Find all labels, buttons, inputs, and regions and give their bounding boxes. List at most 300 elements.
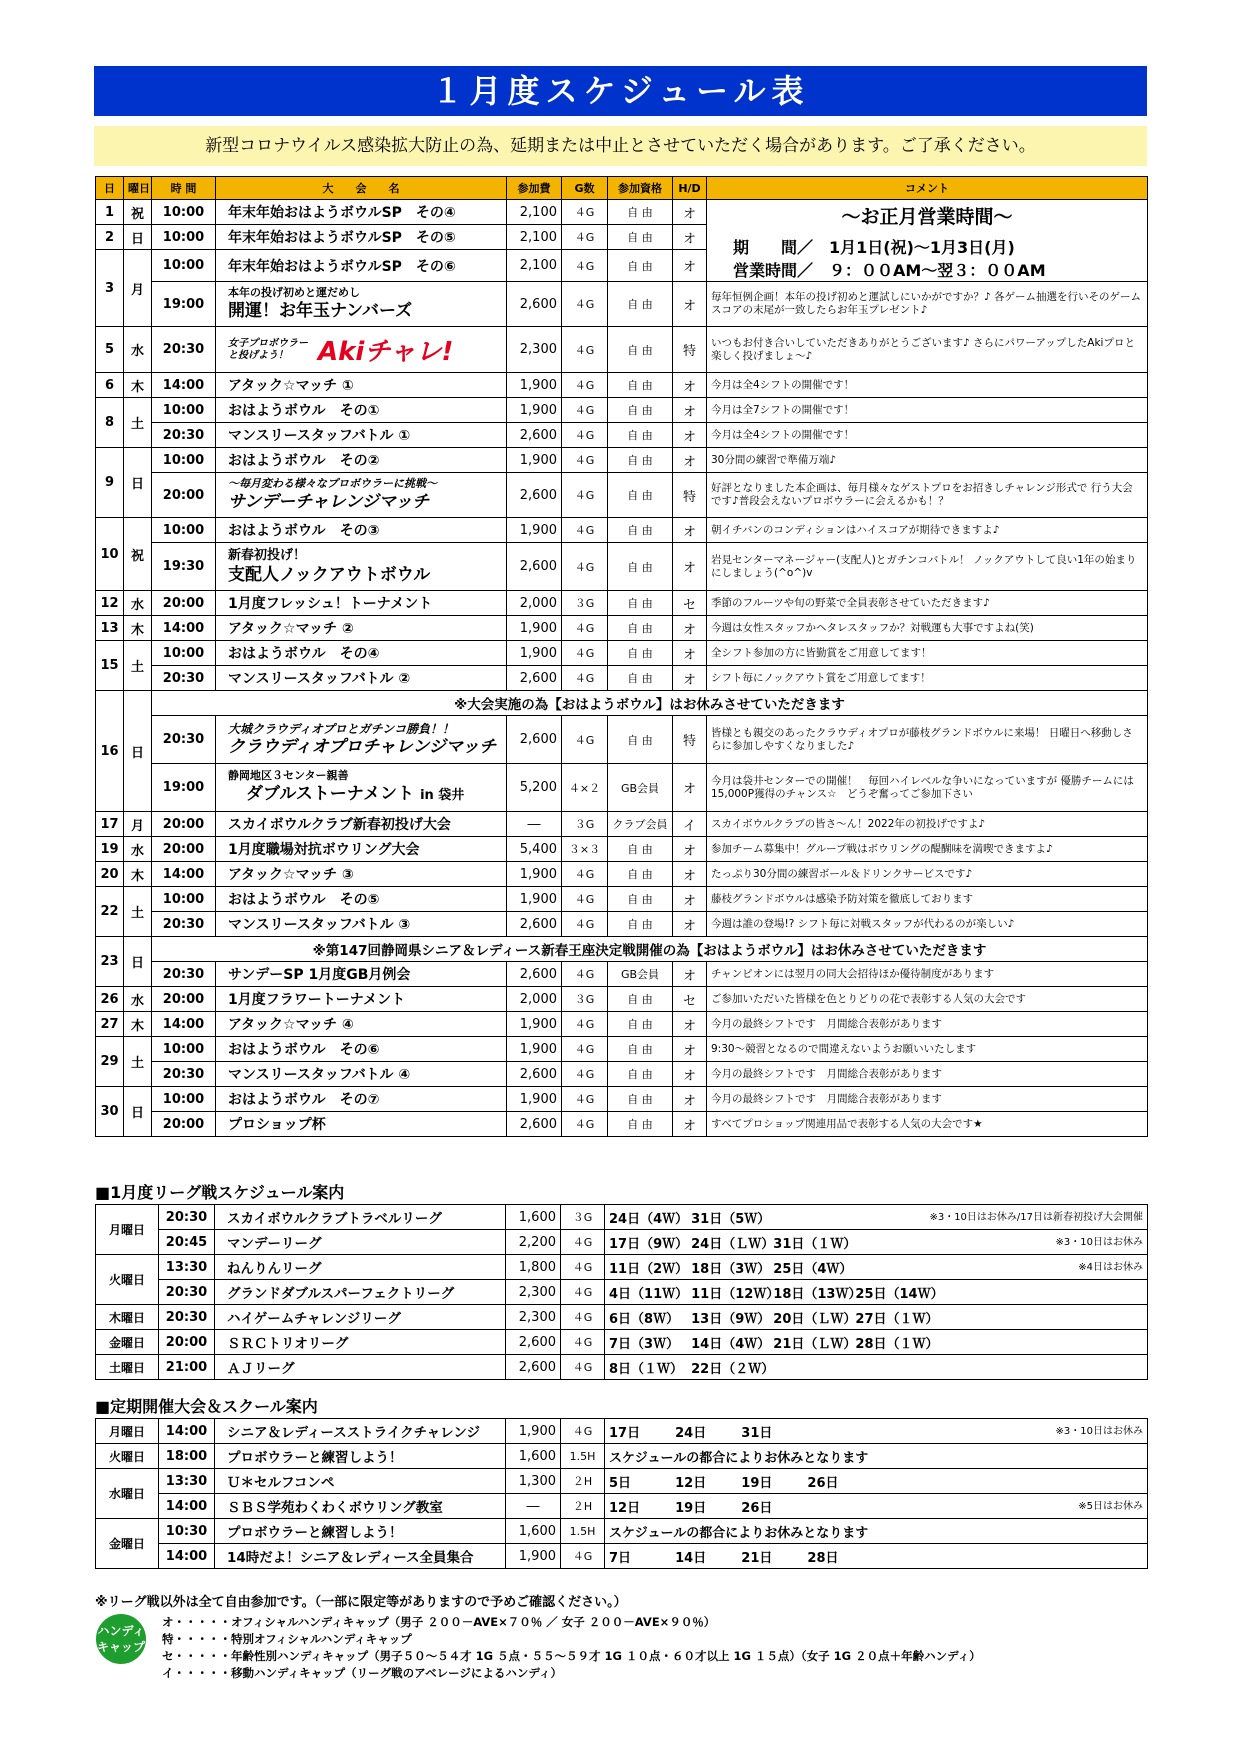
- weekday-cell: 月曜日: [96, 1205, 159, 1255]
- qualification-cell: 自 由: [608, 398, 673, 423]
- games-cell: ４G: [562, 641, 608, 666]
- event-venue: in 袋井: [420, 787, 465, 803]
- comment-cell: 今月の最終シフトです 月間総合表彰があります: [707, 1087, 1148, 1112]
- school-name: Ｕ＊セルフコンペ: [215, 1469, 506, 1494]
- weekday-cell: 祝: [124, 200, 152, 225]
- table-row: [96, 691, 1148, 716]
- games-cell: ４G: [562, 282, 608, 327]
- time-cell: 14:00: [152, 616, 216, 641]
- weekday-cell: 木: [124, 862, 152, 887]
- weekday-cell: 水: [124, 591, 152, 616]
- time-cell: 10:00: [152, 1037, 216, 1062]
- time-cell: 20:30: [159, 1205, 215, 1230]
- fee-cell: 2,600: [507, 666, 562, 691]
- fee-cell: 2,600: [507, 543, 562, 591]
- handicap-cell: オ: [673, 1012, 707, 1037]
- day-cell: 17: [96, 812, 124, 837]
- games-cell: ４G: [562, 518, 608, 543]
- school-section-title: ■定期開催大会＆スクール案内: [95, 1397, 318, 1416]
- table-row: [96, 862, 1148, 887]
- qualification-cell: GB会員: [608, 764, 673, 812]
- table-row: [96, 1519, 1148, 1544]
- event-name: スカイボウルクラブ新春初投げ大会: [216, 812, 507, 837]
- handicap-cell: 特: [673, 327, 707, 373]
- time-cell: 10:00: [152, 641, 216, 666]
- table-row: [96, 423, 1148, 448]
- notice-banner: 新型コロナウイルス感染拡大防止の為、延期または中止とさせていただく場合があります。ご了承ください。: [94, 126, 1147, 166]
- day-cell: 23: [96, 937, 124, 987]
- header-fee: 参加費: [507, 177, 562, 200]
- table-row: [96, 1230, 1148, 1255]
- table-row: [96, 543, 1148, 591]
- time-cell: 19:00: [152, 282, 216, 327]
- comment-cell: 参加チーム募集中！グループ戦はボウリングの醍醐味を満喫できますよ♪: [707, 837, 1148, 862]
- handicap-cell: オ: [673, 887, 707, 912]
- footnote: ※リーグ戦以外は全て自由参加です。（一部に限定等がありますので予めご確認ください。）: [95, 1595, 627, 1610]
- games-cell: ４G: [561, 1230, 605, 1255]
- event-name: マンスリースタッフバトル ②: [216, 666, 507, 691]
- handicap-cell: オ: [673, 1062, 707, 1087]
- event-name: プロショップ杯: [216, 1112, 507, 1137]
- closure-notice: ※大会実施の為【おはようボウル】はお休みさせていただきます: [152, 691, 1148, 716]
- qualification-cell: 自 由: [608, 282, 673, 327]
- table-row: [96, 1444, 1148, 1469]
- handicap-cell: オ: [673, 862, 707, 887]
- legend-line: イ・・・・・移動ハンディキャップ（リーグ戦のアベレージによるハンディ）: [162, 1666, 562, 1680]
- games-cell: ４G: [561, 1255, 605, 1280]
- school-dates: 12日 19日 26日 ※5日はお休み: [605, 1494, 1148, 1519]
- fee-cell: 1,600: [506, 1519, 561, 1544]
- comment-cell: 岩見センターマネージャー(支配人)とガチンコバトル！ ノックアウトして良い1年の始まりにしましょう(^o^)v: [707, 543, 1148, 591]
- games-cell: ４G: [561, 1544, 605, 1569]
- league-name: マンデーリーグ: [215, 1230, 506, 1255]
- fee-cell: 1,900: [506, 1544, 561, 1569]
- qualification-cell: クラブ会員: [608, 812, 673, 837]
- games-cell: ４G: [562, 423, 608, 448]
- games-cell: ４G: [562, 1112, 608, 1137]
- fee-cell: 1,900: [507, 1037, 562, 1062]
- weekday-cell: 金曜日: [96, 1519, 159, 1569]
- time-cell: 19:00: [152, 764, 216, 812]
- league-dates: 8日（１Ｗ） 22日（２Ｗ）: [605, 1355, 1148, 1380]
- event-name: マンスリースタッフバトル ③: [216, 912, 507, 937]
- qualification-cell: 自 由: [608, 1112, 673, 1137]
- qualification-cell: 自 由: [608, 1062, 673, 1087]
- table-row: [96, 812, 1148, 837]
- table-row: [96, 641, 1148, 666]
- time-cell: 10:00: [152, 887, 216, 912]
- qualification-cell: 自 由: [608, 543, 673, 591]
- games-cell: ２H: [561, 1469, 605, 1494]
- handicap-cell: オ: [673, 398, 707, 423]
- event-title: サンデーチャレンジマッチ: [228, 492, 430, 512]
- qualification-cell: GB会員: [608, 962, 673, 987]
- comment-cell: 今月の最終シフトです 月間総合表彰があります: [707, 1062, 1148, 1087]
- table-row: [96, 473, 1148, 518]
- event-subtitle: 大城クラウディオプロとガチンコ勝負！！: [228, 721, 455, 736]
- day-cell: 29: [96, 1037, 124, 1087]
- table-row: [96, 1112, 1148, 1137]
- games-cell: ３G: [562, 987, 608, 1012]
- handicap-cell: オ: [673, 666, 707, 691]
- table-row: [96, 200, 1148, 225]
- comment-cell: 朝イチバンのコンディションはハイスコアが期待できますよ♪: [707, 518, 1148, 543]
- event-name: [216, 764, 507, 812]
- fee-cell: 2,600: [507, 1112, 562, 1137]
- schedule-table: [95, 176, 1148, 1137]
- event-name: [216, 282, 507, 327]
- day-cell: 10: [96, 518, 124, 591]
- day-cell: 3: [96, 250, 124, 327]
- games-cell: ４G: [562, 398, 608, 423]
- school-dates: 5日 12日 19日 26日: [605, 1469, 1148, 1494]
- comment-cell: 今月の最終シフトです 月間総合表彰があります: [707, 1012, 1148, 1037]
- event-name: おはようボウル その③: [216, 518, 507, 543]
- new-year-hours: [707, 200, 1148, 282]
- qualification-cell: 自 由: [608, 862, 673, 887]
- handicap-cell: セ: [673, 987, 707, 1012]
- fee-cell: 2,600: [507, 1062, 562, 1087]
- comment-cell: 今月は全4シフトの開催です！: [707, 423, 1148, 448]
- fee-cell: 5,400: [507, 837, 562, 862]
- fee-cell: 1,600: [506, 1444, 561, 1469]
- closure-notice: ※第147回静岡県シニア＆レディース新春王座決定戦開催の為【おはようボウル】はお休みさせていただきます: [152, 937, 1148, 962]
- table-row: [96, 373, 1148, 398]
- handicap-cell: オ: [673, 641, 707, 666]
- day-cell: 16: [96, 691, 124, 812]
- comment-cell: 季節のフルーツや旬の野菜で全員表彰させていただきます♪: [707, 591, 1148, 616]
- comment-cell: スカイボウルクラブの皆さ～ん！2022年の初投げですよ♪: [707, 812, 1148, 837]
- games-cell: ４G: [562, 862, 608, 887]
- weekday-cell: 土: [124, 398, 152, 448]
- handicap-cell: オ: [673, 200, 707, 225]
- table-row: [96, 912, 1148, 937]
- fee-cell: 2,000: [507, 987, 562, 1012]
- handicap-cell: オ: [673, 1037, 707, 1062]
- games-cell: ４G: [562, 327, 608, 373]
- games-cell: ４G: [561, 1419, 605, 1444]
- qualification-cell: 自 由: [608, 887, 673, 912]
- table-row: [96, 616, 1148, 641]
- event-name: おはようボウル その④: [216, 641, 507, 666]
- league-dates: 11日（2Ｗ） 18日（3Ｗ） 25日（4Ｗ） ※4日はお休み: [605, 1255, 1148, 1280]
- weekday-cell: 月: [124, 812, 152, 837]
- event-title: ダブルストーナメント: [246, 783, 415, 804]
- time-cell: 20:30: [152, 716, 216, 764]
- games-cell: ４G: [562, 1062, 608, 1087]
- time-cell: 10:00: [152, 250, 216, 282]
- handicap-cell: オ: [673, 423, 707, 448]
- fee-cell: 1,300: [506, 1469, 561, 1494]
- time-cell: 20:00: [152, 1112, 216, 1137]
- table-row: [96, 1355, 1148, 1380]
- time-cell: 10:00: [152, 398, 216, 423]
- event-name: 1月度フレッシュ！トーナメント: [216, 591, 507, 616]
- handicap-cell: オ: [673, 764, 707, 812]
- comment-cell: 30分間の練習で準備万端♪: [707, 448, 1148, 473]
- fee-cell: 1,900: [507, 373, 562, 398]
- games-cell: ４G: [562, 887, 608, 912]
- table-row: [96, 398, 1148, 423]
- day-cell: 1: [96, 200, 124, 225]
- event-name: [216, 716, 507, 764]
- hours-period: 期 間／ 1月1日(祝)～1月3日(月): [733, 238, 1015, 257]
- time-cell: 20:30: [152, 327, 216, 373]
- table-row: [96, 1280, 1148, 1305]
- weekday-cell: 日: [124, 448, 152, 518]
- games-cell: ３G: [562, 591, 608, 616]
- league-name: ＡＪリーグ: [215, 1355, 506, 1380]
- games-cell: 1.5H: [561, 1519, 605, 1544]
- time-cell: 13:30: [159, 1469, 215, 1494]
- weekday-cell: 土: [124, 1037, 152, 1087]
- weekday-cell: 日: [124, 937, 152, 987]
- fee-cell: 1,900: [507, 641, 562, 666]
- table-row: [96, 518, 1148, 543]
- time-cell: 21:00: [159, 1355, 215, 1380]
- table-row: [96, 1012, 1148, 1037]
- weekday-cell: 木曜日: [96, 1305, 159, 1330]
- games-cell: ４G: [562, 912, 608, 937]
- qualification-cell: 自 由: [608, 1037, 673, 1062]
- event-name: マンスリースタッフバトル ④: [216, 1062, 507, 1087]
- header-event: 大 会 名: [216, 177, 507, 200]
- event-name: 1月度フラワートーナメント: [216, 987, 507, 1012]
- league-name: スカイボウルクラブトラベルリーグ: [215, 1205, 506, 1230]
- league-table: [95, 1204, 1148, 1380]
- comment-cell: 藤枝グランドボウルは感染予防対策を徹底しております: [707, 887, 1148, 912]
- games-cell: ４G: [561, 1305, 605, 1330]
- hours-business: 営業時間／ ９：００AM～翌３：００AM: [733, 261, 1046, 280]
- table-row: [96, 987, 1148, 1012]
- event-name: アタック☆マッチ ③: [216, 862, 507, 887]
- time-cell: 10:00: [152, 200, 216, 225]
- time-cell: 20:30: [152, 1062, 216, 1087]
- fee-cell: 1,900: [507, 448, 562, 473]
- handicap-cell: オ: [673, 1087, 707, 1112]
- table-row: [96, 1255, 1148, 1280]
- event-name: [216, 473, 507, 518]
- fee-cell: 2,300: [506, 1280, 561, 1305]
- comment-cell: 好評となりました本企画は、毎月様々なゲストプロをお招きしチャレンジ形式で 行う大会です♪普段会えないプロボウラーに会えるかも！？: [707, 473, 1148, 518]
- school-status: スケジュールの都合によりお休みとなります: [605, 1519, 1148, 1544]
- fee-cell: 2,600: [507, 716, 562, 764]
- weekday-cell: 火曜日: [96, 1255, 159, 1305]
- table-row: [96, 591, 1148, 616]
- games-cell: ４G: [562, 373, 608, 398]
- day-cell: 9: [96, 448, 124, 518]
- table-row: [96, 1087, 1148, 1112]
- event-name: おはようボウル その⑦: [216, 1087, 507, 1112]
- fee-cell: 5,200: [507, 764, 562, 812]
- games-cell: ４G: [562, 200, 608, 225]
- time-cell: 19:30: [152, 543, 216, 591]
- qualification-cell: 自 由: [608, 837, 673, 862]
- qualification-cell: 自 由: [608, 225, 673, 250]
- qualification-cell: 自 由: [608, 327, 673, 373]
- school-name: シニア＆レディースストライクチャレンジ: [215, 1419, 506, 1444]
- day-cell: 27: [96, 1012, 124, 1037]
- games-cell: ２H: [561, 1494, 605, 1519]
- header-time: 時 間: [152, 177, 216, 200]
- fee-cell: 1,900: [507, 1012, 562, 1037]
- day-cell: 30: [96, 1087, 124, 1137]
- qualification-cell: 自 由: [608, 473, 673, 518]
- table-row: [96, 1305, 1148, 1330]
- aki-challenge-logo: [216, 327, 507, 373]
- fee-cell: 1,900: [507, 616, 562, 641]
- league-dates: 4日（11Ｗ） 11日（12Ｗ） 18日（13Ｗ） 25日（14Ｗ）: [605, 1280, 1148, 1305]
- table-row: [96, 887, 1148, 912]
- handicap-cell: オ: [673, 518, 707, 543]
- fee-cell: 1,900: [507, 862, 562, 887]
- league-name: ＳＲＣトリオリーグ: [215, 1330, 506, 1355]
- table-row: [96, 1494, 1148, 1519]
- games-cell: ４G: [562, 543, 608, 591]
- time-cell: 10:00: [152, 1087, 216, 1112]
- handicap-cell: オ: [673, 282, 707, 327]
- time-cell: 20:30: [152, 666, 216, 691]
- handicap-cell: オ: [673, 373, 707, 398]
- games-cell: ４G: [562, 716, 608, 764]
- qualification-cell: 自 由: [608, 250, 673, 282]
- event-name: おはようボウル その②: [216, 448, 507, 473]
- fee-cell: 1,800: [506, 1255, 561, 1280]
- day-cell: 5: [96, 327, 124, 373]
- time-cell: 14:00: [152, 862, 216, 887]
- games-cell: ４G: [562, 666, 608, 691]
- table-row: [96, 327, 1148, 373]
- table-row: [96, 282, 1148, 327]
- school-dates: 17日 24日 31日 ※3・10日はお休み: [605, 1419, 1148, 1444]
- comment-cell: 9:30～競習となるので間違えないようお願いいたします: [707, 1037, 1148, 1062]
- handicap-cell: オ: [673, 912, 707, 937]
- qualification-cell: 自 由: [608, 423, 673, 448]
- weekday-cell: 土曜日: [96, 1355, 159, 1380]
- handicap-cell: オ: [673, 250, 707, 282]
- weekday-cell: 水: [124, 837, 152, 862]
- event-title: クラウディオプロチャレンジマッチ: [228, 736, 497, 757]
- time-cell: 20:45: [159, 1230, 215, 1255]
- weekday-cell: 土: [124, 887, 152, 937]
- fee-cell: 2,600: [507, 282, 562, 327]
- games-cell: ４G: [562, 250, 608, 282]
- legend-line: オ・・・・・オフィシャルハンディキャップ（男子 ２００－AVE×７０％ ／ 女子 ２００－AVE×９０％）: [162, 1615, 716, 1629]
- games-cell: ４G: [562, 473, 608, 518]
- table-row: [96, 1037, 1148, 1062]
- table-row: [96, 448, 1148, 473]
- time-cell: 20:30: [159, 1305, 215, 1330]
- event-subtitle: 本年の投げ初めと運だめし: [228, 286, 360, 299]
- logo-text: Akiチャレ!: [318, 337, 454, 367]
- fee-cell: 2,100: [507, 200, 562, 225]
- weekday-cell: 木: [124, 1012, 152, 1037]
- games-cell: ４G: [562, 448, 608, 473]
- table-row: [96, 962, 1148, 987]
- table-row: [96, 937, 1148, 962]
- time-cell: 20:00: [152, 837, 216, 862]
- qualification-cell: 自 由: [608, 200, 673, 225]
- qualification-cell: 自 由: [608, 1087, 673, 1112]
- table-row: [96, 1469, 1148, 1494]
- qualification-cell: 自 由: [608, 1012, 673, 1037]
- qualification-cell: 自 由: [608, 373, 673, 398]
- games-cell: ３×３: [562, 837, 608, 862]
- table-row: [96, 1062, 1148, 1087]
- qualification-cell: 自 由: [608, 518, 673, 543]
- fee-cell: 2,100: [507, 250, 562, 282]
- event-title-wrap: [228, 783, 502, 807]
- fee-cell: 2,600: [507, 423, 562, 448]
- time-cell: 14:00: [159, 1494, 215, 1519]
- qualification-cell: 自 由: [608, 448, 673, 473]
- fee-cell: 2,100: [507, 225, 562, 250]
- handicap-cell: オ: [673, 225, 707, 250]
- weekday-cell: 日: [124, 225, 152, 250]
- fee-cell: 2,600: [507, 473, 562, 518]
- comment-cell: 今月は袋井センターでの開催！ 毎回ハイレベルな争いになっていますが 優勝チームには15,000P獲得のチャンス☆ どうぞ奮ってご参加下さい: [707, 764, 1148, 812]
- school-name: 14時だよ！シニア＆レディース全員集合: [215, 1544, 506, 1569]
- fee-cell: 2,200: [506, 1230, 561, 1255]
- comment-cell: いつもお付き合いしていただきありがとうございます♪ さらにパワーアップしたAkiプロと楽しく投げましょ～♪: [707, 327, 1148, 373]
- event-name: サンデーSP 1月度GB月例会: [216, 962, 507, 987]
- time-cell: 10:00: [152, 225, 216, 250]
- event-name: 1月度職場対抗ボウリング大会: [216, 837, 507, 862]
- day-cell: 19: [96, 837, 124, 862]
- weekday-cell: 土: [124, 641, 152, 691]
- school-dates: 7日 14日 21日 28日: [605, 1544, 1148, 1569]
- weekday-cell: 水: [124, 987, 152, 1012]
- time-cell: 20:00: [152, 473, 216, 518]
- weekday-cell: 水: [124, 327, 152, 373]
- handicap-cell: セ: [673, 591, 707, 616]
- comment-cell: 今週は誰の登場!? シフト毎に対戦スタッフが代わるのが楽しい♪: [707, 912, 1148, 937]
- header-games: G数: [562, 177, 608, 200]
- qualification-cell: 自 由: [608, 987, 673, 1012]
- qualification-cell: 自 由: [608, 912, 673, 937]
- time-cell: 18:00: [159, 1444, 215, 1469]
- qualification-cell: 自 由: [608, 641, 673, 666]
- time-cell: 10:30: [159, 1519, 215, 1544]
- handicap-cell: オ: [673, 616, 707, 641]
- day-cell: 8: [96, 398, 124, 448]
- fee-cell: 2,300: [507, 327, 562, 373]
- comment-cell: 毎年恒例企画！本年の投げ初めと運試しにいかがですか？♪ 各ゲーム抽選を行いそのゲームスコアの末尾が一致したらお年玉プレゼント♪: [707, 282, 1148, 327]
- fee-cell: 2,000: [507, 591, 562, 616]
- time-cell: 10:00: [152, 518, 216, 543]
- event-name: アタック☆マッチ ④: [216, 1012, 507, 1037]
- event-name: おはようボウル その①: [216, 398, 507, 423]
- table-header: [96, 177, 1148, 200]
- table-row: [96, 1419, 1148, 1444]
- qualification-cell: 自 由: [608, 616, 673, 641]
- games-cell: ４G: [562, 1037, 608, 1062]
- table-row: [96, 837, 1148, 862]
- fee-cell: 1,600: [506, 1205, 561, 1230]
- event-name: おはようボウル その⑤: [216, 887, 507, 912]
- fee-cell: 2,600: [507, 962, 562, 987]
- time-cell: 20:30: [152, 962, 216, 987]
- comment-cell: シフト毎にノックアウト賞をご用意してます！: [707, 666, 1148, 691]
- games-cell: 1.5H: [561, 1444, 605, 1469]
- time-cell: 13:30: [159, 1255, 215, 1280]
- school-name: プロボウラーと練習しよう！: [215, 1519, 506, 1544]
- handicap-cell: オ: [673, 543, 707, 591]
- school-table: [95, 1418, 1148, 1569]
- table-row: [96, 1330, 1148, 1355]
- comment-cell: 今月は全4シフトの開催です！: [707, 373, 1148, 398]
- handicap-cell: 特: [673, 716, 707, 764]
